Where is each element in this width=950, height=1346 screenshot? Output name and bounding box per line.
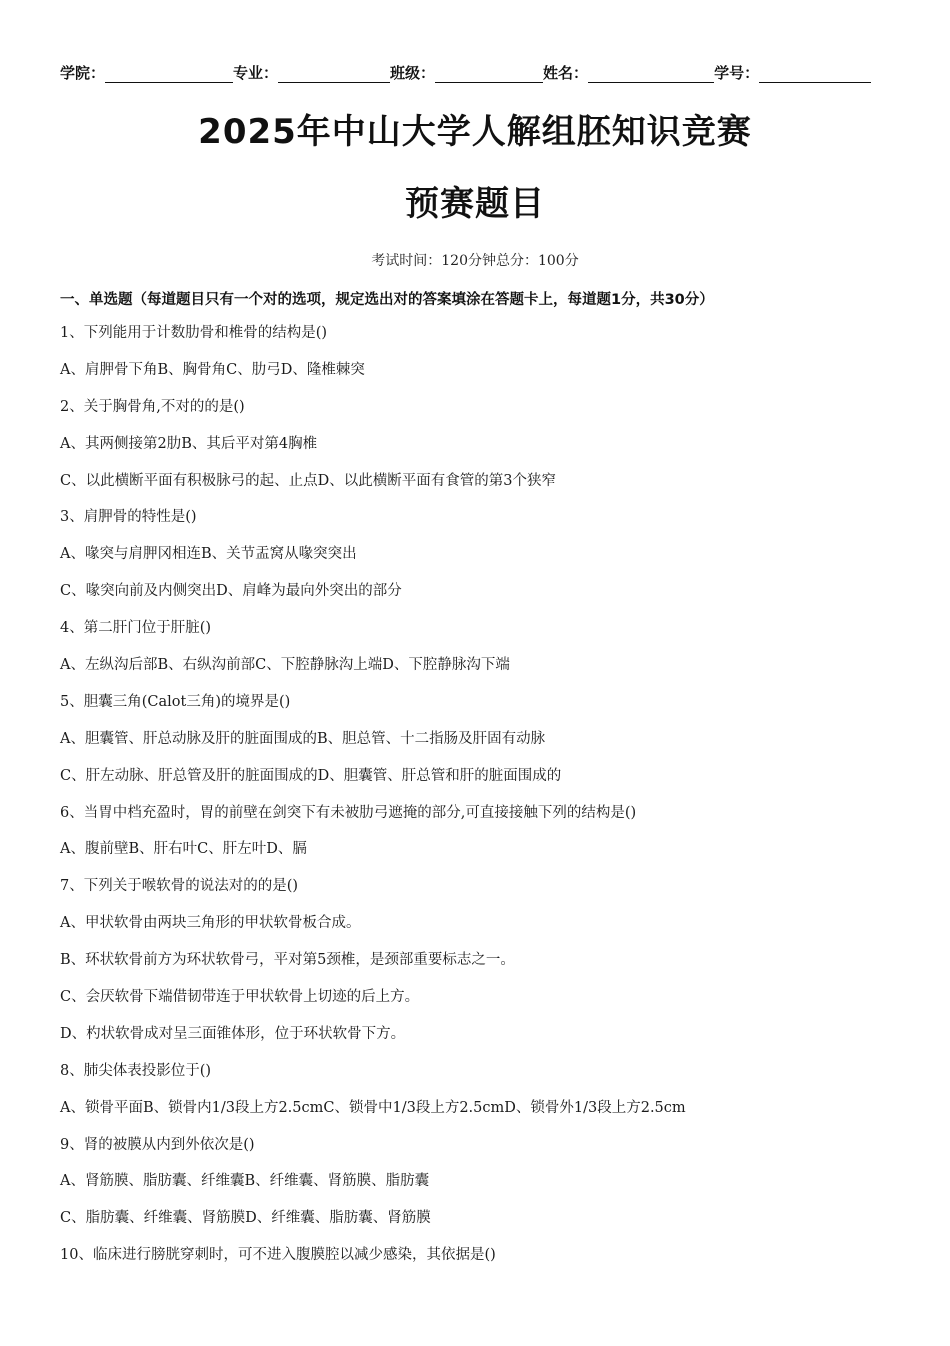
question-line: A、肾筋膜、脂肪囊、纤维囊B、纤维囊、肾筋膜、脂肪囊 — [60, 1173, 430, 1190]
question-line: C、脂肪囊、纤维囊、肾筋膜D、纤维囊、脂肪囊、肾筋膜 — [60, 1210, 431, 1227]
student-id-blank — [759, 68, 871, 83]
question-line: A、甲状软骨由两块三角形的甲状软骨板合成。 — [60, 915, 361, 932]
question-line: 4、第二肝门位于肝脏() — [60, 620, 212, 637]
question-line: A、喙突与肩胛冈相连B、关节盂窝从喙突突出 — [60, 546, 357, 563]
college-label: 学院： — [60, 64, 106, 82]
question-line: A、胆囊管、肝总动脉及肝的脏面围成的B、胆总管、十二指肠及肝固有动脉 — [60, 730, 546, 747]
page-subtitle: 预赛题目 — [405, 184, 545, 224]
page-title: 2025年中山大学人解组胚知识竞赛 — [198, 112, 752, 152]
question-line: 2、关于胸骨角,不对的的是() — [60, 398, 245, 415]
question-line: C、肝左动脉、肝总管及肝的脏面围成的D、胆囊管、肝总管和肝的脏面围成的 — [60, 767, 562, 784]
question-line: 9、肾的被膜从内到外依次是() — [60, 1136, 255, 1153]
student-info-row — [60, 62, 900, 83]
exam-meta: 考试时间：120分钟总分：100分 — [371, 253, 579, 269]
question-line: A、肩胛骨下角B、胸骨角C、肋弓D、隆椎棘突 — [60, 361, 365, 378]
question-line: 7、下列关于喉软骨的说法对的的是() — [60, 878, 299, 895]
question-line: B、环状软骨前方为环状软骨弓，平对第5颈椎，是颈部重要标志之一。 — [60, 952, 515, 969]
question-line: 10、临床进行膀胱穿刺时，可不进入腹膜腔以减少感染，其依据是() — [60, 1247, 496, 1264]
question-line: 5、胆囊三角(Calot三角)的境界是() — [60, 693, 291, 710]
question-line: C、会厌软骨下端借韧带连于甲状软骨上切迹的后上方。 — [60, 989, 420, 1006]
question-line: C、喙突向前及内侧突出D、肩峰为最向外突出的部分 — [60, 583, 402, 600]
name-label: 姓名： — [543, 64, 589, 82]
question-line: A、腹前壁B、肝右叶C、肝左叶D、膈 — [60, 841, 307, 858]
question-line: A、其两侧接第2肋B、其后平对第4胸椎 — [60, 435, 318, 452]
question-line: 1、下列能用于计数肋骨和椎骨的结构是() — [60, 325, 328, 341]
question-line: 3、肩胛骨的特性是() — [60, 509, 197, 526]
major-label: 专业： — [233, 64, 279, 82]
class-label: 班级： — [390, 64, 436, 82]
question-line: 6、当胃中档充盈时，胃的前壁在剑突下有未被肋弓遮掩的部分,可直接接触下列的结构是() — [60, 804, 637, 821]
question-line: C、以此横断平面有积极脉弓的起、止点D、以此横断平面有食管的第3个狭窄 — [60, 472, 556, 489]
student-id-label: 学号： — [714, 64, 760, 82]
question-line: D、杓状软骨成对呈三面锥体形，位于环状软骨下方。 — [60, 1025, 406, 1042]
section-heading: 一、单选题（每道题目只有一个对的选项，规定选出对的答案填涂在答题卡上，每道题1分，共30分） — [60, 292, 714, 308]
college-blank — [105, 68, 233, 83]
question-line: A、左纵沟后部B、右纵沟前部C、下腔静脉沟上端D、下腔静脉沟下端 — [60, 657, 510, 674]
question-line: 8、肺尖体表投影位于() — [60, 1062, 212, 1079]
name-blank — [588, 68, 714, 83]
question-list — [60, 322, 920, 1281]
class-blank — [435, 68, 543, 83]
major-blank — [278, 68, 390, 83]
question-line: A、锁骨平面B、锁骨内1/3段上方2.5cmC、锁骨中1/3段上方2.5cmD、锁骨外1/3段上方2.5cm — [60, 1099, 686, 1116]
